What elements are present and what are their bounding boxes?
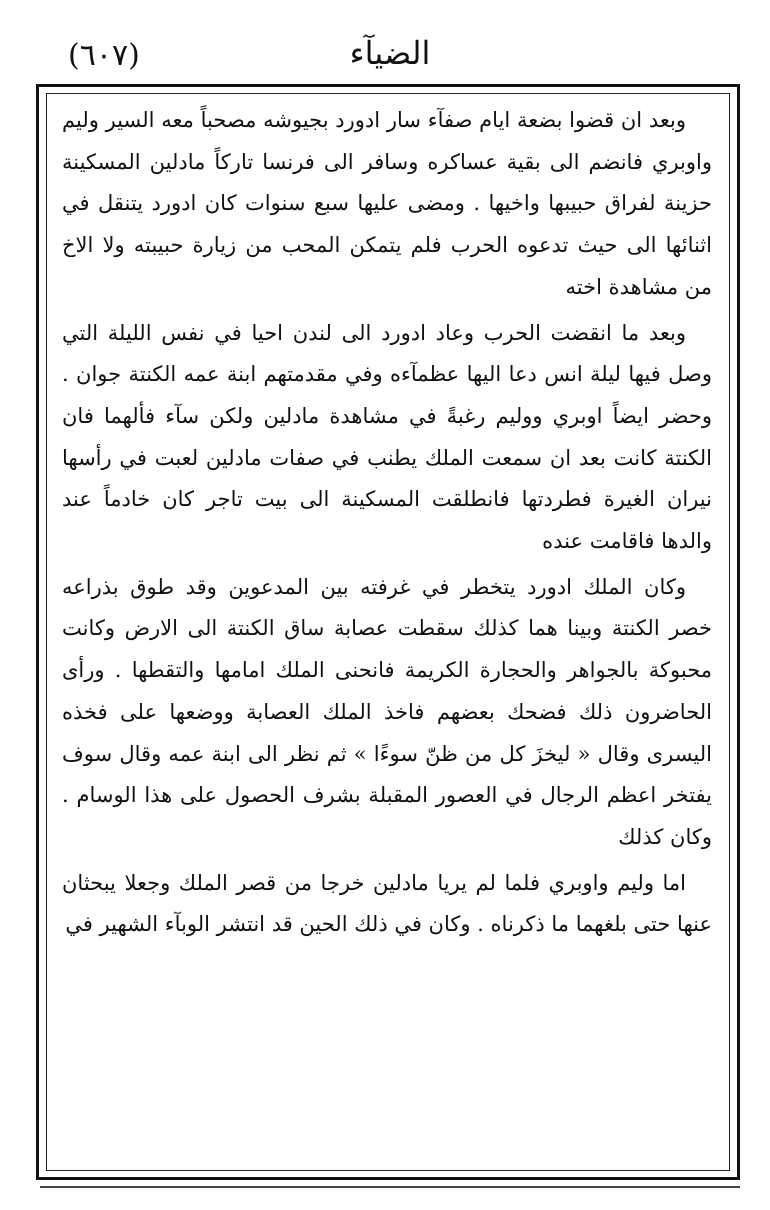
bottom-rule bbox=[40, 1186, 740, 1188]
paragraph-4: اما وليم واوبري فلما لم يريا مادلين خرجا من قصر الملك وجعلا يبحثان عنها حتى بلغهما ما ذكرناه . وكان في ذلك الحين قد انتشر الوبآء الشهير في bbox=[62, 870, 712, 937]
running-title: الضيآء bbox=[349, 34, 431, 72]
paragraph-3: وكان الملك ادورد يتخطر في غرفته بين المدعوين وقد طوق بذراعه خصر الكنتة وبينا هما كذلك سقطت عصابة ساق الكنتة الى الارض وكانت محبوكة بالجواهر والحجارة الكريمة فانحنى الملك امامها والتقطها . ورأى الحاضرون ذلك فضحك بعضهم فاخذ الملك العصابة ووضعها على فخذه اليسرى وقال « ليخزَ كل من ظنّ سوءًا » ثم نظر الى ابنة عمه وقال سوف يفتخر اعظم الرجال في العصور المقبلة بشرف الحصول على هذا الوسام . وكان كذلك bbox=[62, 574, 712, 849]
page-header bbox=[40, 32, 740, 82]
paragraph-1: وبعد ان قضوا بضعة ايام صفآء سار ادورد بجيوشه مصحباً معه السير وليم واوبري فانضم الى بقية عساكره وسافر الى فرنسا تاركاً مادلين المسكينة حزينة لفراق حبيبها واخيها . ومضى عليها سبع سنوات كان ادورد يتنقل في اثنائها الى حيث تدعوه الحرب فلم يتمكن المحب من زيارة حبيبته ولا الاخ من مشاهدة اخته bbox=[62, 108, 712, 299]
paragraph-2: وبعد ما انقضت الحرب وعاد ادورد الى لندن احيا في نفس الليلة التي وصل فيها ليلة انس دعا اليها عظمآءه وفي مقدمتهم ابنة عمه الكنتة جوان . وحضر ايضاً اوبري ووليم رغبةً في مشاهدة مادلين ولكن سآء فألهما فان الكنتة كانت بعد ان سمعت الملك يطنب في صفات مادلين لعبت في رأسها نيران الغيرة فطردتها فانطلقت المسكينة الى بيت تاجر كان خادماً عند والدها فاقامت عنده bbox=[62, 320, 713, 554]
article-body bbox=[62, 100, 712, 950]
page-number: (٦٠٧) bbox=[68, 38, 140, 73]
